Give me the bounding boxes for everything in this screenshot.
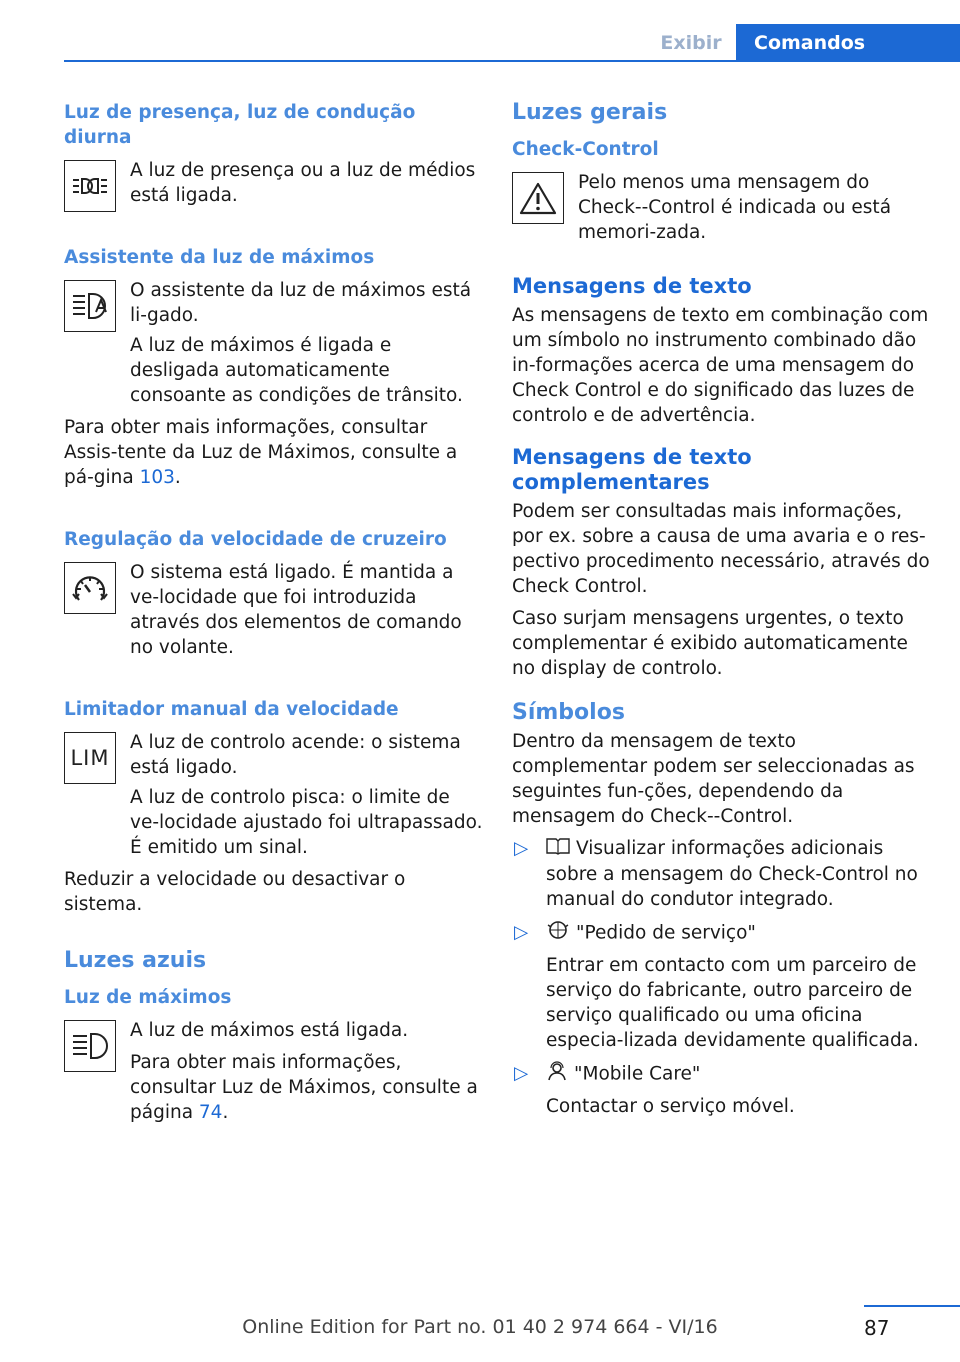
tab-comandos[interactable]: Comandos — [736, 24, 960, 62]
section-title-parking-light: Luz de presença, luz de condução diurna — [64, 102, 416, 148]
bmw-service-icon[interactable] — [546, 920, 570, 947]
section-title-speed-limiter: Limitador manual da velocidade — [64, 699, 399, 720]
text-messages-body: As mensagens de texto em combinação com um símbolo no instrumento combinado dão in‐formações acerca de uma mensagem do Check Control e do significado das luzes de controlo e de advertência. — [512, 305, 929, 426]
list-item — [512, 1061, 932, 1119]
bullet-triangle-icon: ▷ — [514, 838, 529, 859]
heading-general-lights: Luzes gerais — [512, 100, 668, 125]
symbol-item-subtext: Contactar o serviço móvel. — [546, 1095, 795, 1117]
footer-rule — [864, 1305, 960, 1307]
list-item — [512, 836, 932, 912]
symbol-item-text: "Mobile Care" — [574, 1063, 701, 1084]
mobile-care-icon[interactable] — [546, 1061, 568, 1088]
cruise-control-icon — [64, 562, 116, 614]
cruise-control-row — [64, 560, 484, 667]
bullet-triangle-icon: ▷ — [514, 921, 529, 943]
page-number: 87 — [864, 1316, 890, 1340]
speed-limiter-text-2: A luz de controlo pisca: o limite de ve‐locidade ajustado foi ultrapassado. É emitido um sinal. — [130, 787, 483, 858]
section-title-cruise-control: Regulação da velocidade de cruzeiro — [64, 529, 447, 550]
high-beam-icon — [64, 1020, 116, 1072]
bullet-triangle-icon: ▷ — [514, 1062, 529, 1084]
symbol-item-subtext: Entrar em contacto com um parceiro de serviço do fabricante, outro parceiro de serviço qualificado ou uma oficina especia‐lizada devidamente qualificada. — [546, 954, 919, 1051]
edition-line: Online Edition for Part no. 01 40 2 974 664 - VI/16 — [242, 1316, 718, 1338]
symbol-item-text: Visualizar informações adicionais sobre a mensagem do Check-Control no manual do condutor integrado. — [546, 838, 918, 910]
supplementary-body-2: Caso surjam mensagens urgentes, o texto complementar é exibido automaticamente no display de controlo. — [512, 608, 908, 679]
ref-tail: . — [174, 467, 181, 488]
lim-icon — [64, 732, 116, 784]
high-beam-assist-text: O assistente da luz de máximos está li‐gado. — [130, 280, 472, 326]
symbols-body: Dentro da mensagem de texto complementar podem ser seleccionadas as seguintes fun‐ções, dependendo da mensagem do Check-‐Control. — [512, 731, 915, 827]
page-link-103[interactable]: 103 — [139, 467, 175, 488]
speed-limiter-text: A luz de controlo acende: o sistema está ligado. — [130, 732, 461, 778]
high-beam-assist-text-2: A luz de máximos é ligada e desligada automaticamente consoante as condições de trânsito. — [130, 335, 463, 406]
heading-blue-lights: Luzes azuis — [64, 948, 207, 973]
supplementary-body-1: Podem ser consultadas mais informações, por ex. sobre a causa de uma avaria e o res‐pectivo procedimento necessário, através do Check Control. — [512, 501, 930, 597]
right-column — [512, 100, 932, 1127]
heading-text-messages: Mensagens de texto — [512, 274, 752, 298]
symbol-item-text: "Pedido de serviço" — [576, 922, 756, 943]
high-beam-row — [64, 1018, 484, 1132]
section-title-high-beam: Luz de máximos — [64, 987, 232, 1008]
page-link-74[interactable]: 74 — [198, 1102, 223, 1123]
lim-icon-text: LIM — [70, 745, 110, 770]
high-beam-text: A luz de máximos está ligada. — [130, 1020, 409, 1041]
parking-light-text: A luz de presença ou a luz de médios está ligada. — [130, 160, 476, 206]
parking-light-row — [64, 158, 484, 215]
section-title-high-beam-assist: Assistente da luz de máximos — [64, 247, 375, 268]
left-column — [64, 100, 484, 1132]
ref-tail: . — [222, 1102, 229, 1123]
cruise-control-text: O sistema está ligado. É mantida a ve‐locidade que foi introduzida através dos elementos de comando no volante. — [130, 562, 462, 658]
list-item — [512, 920, 932, 1053]
check-control-text: Pelo menos uma mensagem do Check-‐Control é indicada ou está memori‐zada. — [578, 172, 892, 243]
symbols-list — [512, 836, 932, 1119]
manual-book-icon[interactable] — [546, 837, 570, 862]
high-beam-text-2 — [130, 1050, 484, 1125]
section-title-check-control: Check-Control — [512, 139, 659, 160]
high-beam-assist-text-3 — [64, 415, 484, 490]
speed-limiter-text-3: Reduzir a velocidade ou desactivar o sistema. — [64, 869, 406, 915]
high-beam-ref-text: Para obter mais informações, consultar Luz de Máximos, consulte a página — [130, 1052, 478, 1123]
high-beam-assist-icon — [64, 280, 116, 332]
heading-supplementary-messages: Mensagens de texto complementares — [512, 445, 752, 494]
high-beam-assist-row — [64, 278, 484, 335]
heading-symbols: Símbolos — [512, 700, 625, 725]
warning-triangle-icon — [512, 172, 564, 224]
check-control-row — [512, 170, 932, 252]
speed-limiter-row — [64, 730, 484, 787]
parking-light-icon — [64, 160, 116, 212]
tab-exibir[interactable]: Exibir — [660, 32, 722, 54]
high-beam-assist-ref-text: Para obter mais informações, consultar Assis‐tente da Luz de Máximos, consulte a pá‐gina — [64, 417, 458, 488]
